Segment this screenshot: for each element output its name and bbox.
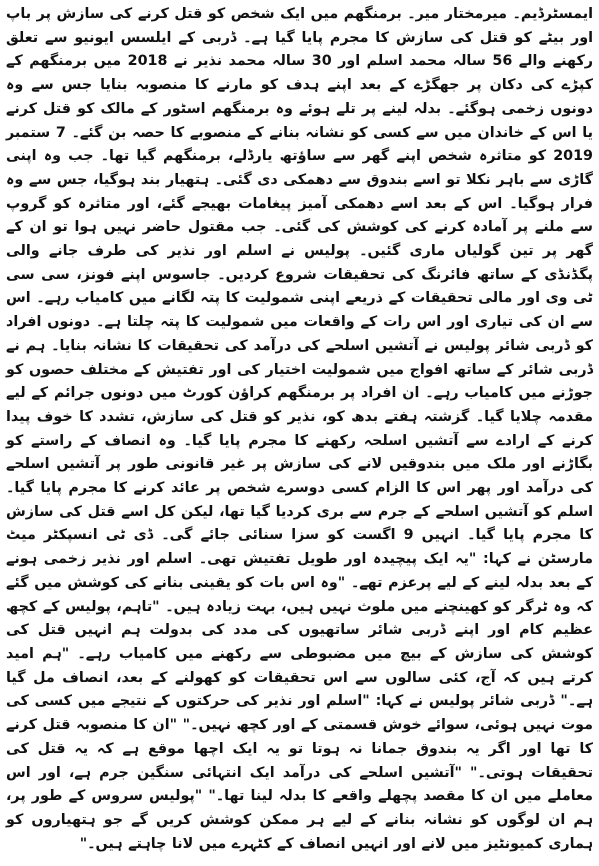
article-body-text: ایمسٹرڈیم۔ میرمختار میر۔ برمنگھم میں ایک شخص کو قتل کرنے کی سازش پر باپ اور بیٹے کو قتل کی سازش کا مجرم پایا گیا ہے۔ ڈربی کے ایلسس ایونیو سے تعلق رکھنے والے 56 سالہ محمد اسلم اور 30 سالہ محمد نذیر نے 2018 میں برمنگھم کے کپڑے کی دکان پر جھگڑے کے بعد اپنے ہدف کو مارنے کا منصوبہ بنایا جس سے وہ دونوں زخمی ہوگئے۔ بدلہ لینے پر تلے ہوئے وہ برمنگھم اسٹور کے مالک کو قتل کرنے یا اس کے خاندان میں سے کسی کو نشانہ بنانے کے منصوبے کا حصہ بن گئے۔ 7 ستمبر 2019 کو متاثرہ شخص اپنے گھر سے ساؤتھ یارڈلے، برمنگھم گیا تھا۔ جب وہ اپنی گاڑی سے باہر نکلا تو اسے بندوق سے دھمکی دی گئی۔ ہتھیار بند ہوگیا، جس سے وہ فرار ہوگیا۔ اس کے بعد اسے دھمکی آمیز پیغامات بھیجے گئے، اور متاثرہ کو گروپ سے ملنے پر آمادہ کرنے کی کوشش کی گئی۔ جب مقتول حاضر نہیں ہوا تو ان کے گھر پر تین گولیاں ماری گئیں۔ پولیس نے اسلم اور نذیر کی طرف جانے والی پگڈنڈی کے ساتھ فائرنگ کی تحقیقات شروع کردیں۔ جاسوس اپنے فونز، سی سی ٹی وی اور مالی تحقیقات کے ذریعے اپنی شمولیت کا پتہ لگانے میں کامیاب رہے۔ اس سے ان کی تیاری اور اس رات کے واقعات میں شمولیت کا پتہ چلتا ہے۔ دونوں افراد کو ڈربی شائر پولیس نے آتشیں اسلحے کی درآمد کی تحقیقات کا نشانہ بنایا۔ ہم نے ڈربی شائر کے ساتھ افواج میں شمولیت اختیار کی اور تفتیش کے مختلف حصوں کو جوڑنے میں کامیاب رہے۔ ان افراد پر برمنگھم کراؤن کورٹ میں دونوں جرائم کے لیے مقدمہ چلایا گیا۔ گزشتہ ہفتے بدھ کو، نذیر کو قتل کی سازش، تشدد کا خوف پیدا کرنے کے ارادے سے آتشیں اسلحہ رکھنے کا مجرم پایا گیا۔ وہ انصاف کے راستے کو بگاڑنے اور ملک میں بندوقیں لانے کی سازش پر غیر قانونی طور پر آتشیں اسلحے کی درآمد اور پھر اس کا الزام کسی دوسرے شخص پر عائد کرنے کا مجرم پایا گیا۔ اسلم کو آتشیں اسلحے کے جرم سے بری کردیا گیا تھا، لیکن کل اسے قتل کی سازش کا مجرم پایا گیا۔ انہیں 9 اگست کو سزا سنائی جائے گی۔ ڈی ٹی انسپکٹر میٹ مارسٹن نے کہا: "یہ ایک پیچیدہ اور طویل تفتیش تھی۔ اسلم اور نذیر زخمی ہونے کے بعد بدلہ لینے کے لیے پرعزم تھے۔ "وہ اس بات کو یقینی بنانے کی کوشش میں گئے کہ وہ ٹرگر کو کھینچنے میں ملوث نہیں ہیں، بہت زیادہ ہیں۔ "تاہم، پولیس کے کچھ عظیم کام اور اپنے ڈربی شائر ساتھیوں کی مدد کی بدولت ہم انہیں قتل کی کوشش کی سازش کے بیچ میں مضبوطی سے رکھنے میں کامیاب رہے۔ "ہم امید کرتے ہیں کہ آج، کئی سالوں سے اس تحقیقات کو کھولنے کے بعد، انصاف مل گیا ہے۔" ڈربی شائر پولیس نے کہا: "اسلم اور نذیر کی حرکتوں کے نتیجے میں کسی کی موت نہیں ہوئی، سوائے خوش قسمتی کے اور کچھ نہیں۔" "ان کا منصوبہ قتل کرنے کا تھا اور اگر یہ بندوق جمانا نہ ہوتا تو یہ ایک اچھا موقع ہے کہ یہ قتل کی تحقیقات ہوتی۔" "آتشیں اسلحے کی درآمد ایک انتہائی سنگین جرم ہے، اور اس معاملے میں ان کا مقصد پچھلے واقعے کا بدلہ لینا تھا۔" "پولیس سروس کے طور پر، ہم ان لوگوں کو نشانہ بنانے کے لیے ہر ممکن کوشش کریں گے جو ہتھیاروں کو ہماری کمیونٹیز میں لانے اور انہیں انصاف کے کٹہرے میں لانا چاہتے ہیں۔" xyxy=(6,6,594,852)
